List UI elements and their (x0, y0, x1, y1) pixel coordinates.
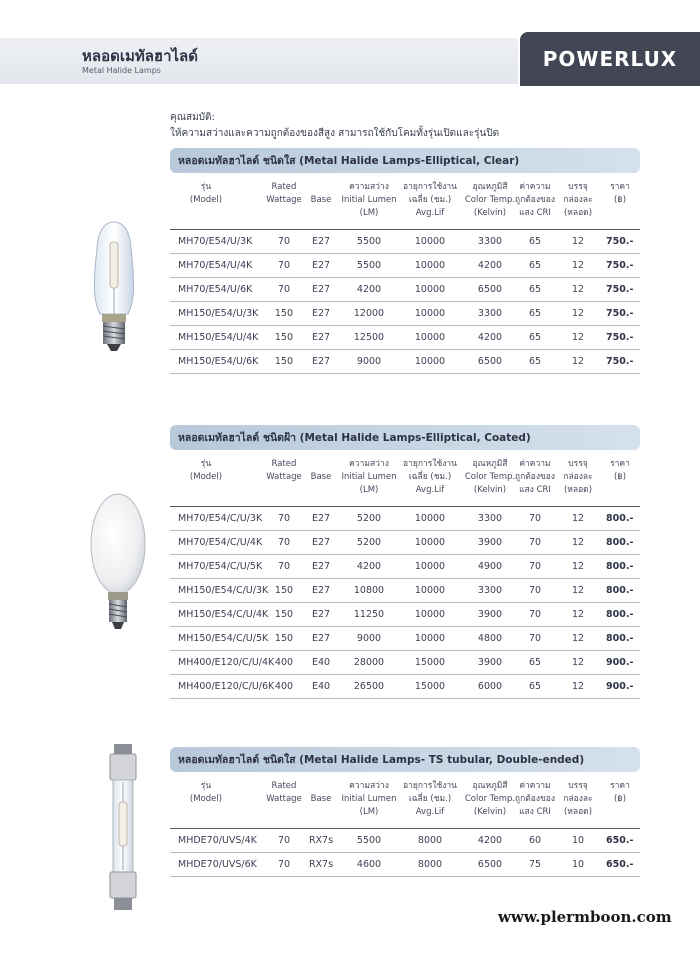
cell-price: 800.- (606, 609, 634, 620)
cell-wattage: 150 (274, 332, 294, 343)
table-row (170, 278, 640, 302)
cell-base: E27 (311, 284, 331, 295)
cell-lumen: 12500 (353, 332, 385, 343)
cell-lumen: 10800 (353, 585, 385, 596)
table-row (170, 555, 640, 579)
cell-model: MH150/E54/C/U/3K (178, 585, 269, 596)
cell-model: MH400/E120/C/U/6K (178, 681, 275, 692)
column-header-model (170, 780, 242, 806)
cell-base: E27 (311, 633, 331, 644)
cell-price: 900.- (606, 657, 634, 668)
cell-color: 6500 (477, 859, 503, 870)
column-header-line: (Kelvin) (473, 807, 507, 817)
cell-color: 3300 (477, 513, 503, 524)
column-header-line: แสง CRI (519, 485, 551, 495)
cell-cri: 60 (528, 835, 542, 846)
cell-life: 10000 (414, 356, 446, 367)
cell-wattage: 70 (277, 513, 291, 524)
column-header-line: (Model) (189, 472, 223, 482)
cell-model: MHDE70/UVS/4K (178, 835, 257, 846)
column-header-model (170, 458, 242, 484)
column-header-line: Color Temp. (464, 794, 516, 804)
column-header-line: รุ่น (200, 459, 212, 469)
table-row (170, 853, 640, 877)
table-row (170, 579, 640, 603)
table-row (170, 302, 640, 326)
table-row (170, 627, 640, 651)
column-header-line: ราคา (610, 459, 630, 469)
column-header-line: Base (310, 794, 332, 804)
column-header-line: บรรจุ (568, 781, 588, 791)
cell-pack: 12 (571, 356, 585, 367)
column-header-pack (558, 458, 598, 497)
cell-life: 8000 (417, 859, 443, 870)
column-header-line: Initial Lumen (341, 195, 397, 205)
cell-lumen: 11250 (353, 609, 385, 620)
table-row (170, 326, 640, 350)
column-header-line: (หลอด) (563, 208, 593, 218)
column-header-base (306, 793, 336, 806)
cell-lumen: 5200 (356, 513, 382, 524)
column-header-base (306, 194, 336, 207)
cell-model: MH400/E120/C/U/4K (178, 657, 275, 668)
cell-price: 900.- (606, 681, 634, 692)
cell-pack: 10 (571, 859, 585, 870)
column-header-line: แสง CRI (519, 208, 551, 218)
column-header-wattage (264, 458, 304, 484)
cell-pack: 10 (571, 835, 585, 846)
cell-cri: 70 (528, 561, 542, 572)
properties-text: ให้ความสว่างและความถูกต้องของสีสูง สามารถใช้กับโคมทั้งรุ่นเปิดและรุ่นปิด (170, 128, 500, 139)
cell-wattage: 70 (277, 236, 291, 247)
cell-life: 10000 (414, 537, 446, 548)
cell-lumen: 5200 (356, 537, 382, 548)
cell-wattage: 400 (274, 657, 294, 668)
cell-lumen: 5500 (356, 236, 382, 247)
cell-model: MH70/E54/C/U/5K (178, 561, 263, 572)
cell-price: 650.- (606, 835, 634, 846)
column-header-line: (฿) (613, 195, 627, 205)
cell-pack: 12 (571, 609, 585, 620)
cell-model: MH70/E54/C/U/4K (178, 537, 263, 548)
column-header-line: อายุการใช้งาน (403, 781, 457, 791)
section-title: หลอดเมทัลฮาไลด์ ชนิดฝ้า (Metal Halide Lamps-Elliptical, Coated) (170, 425, 640, 450)
cell-life: 15000 (414, 657, 446, 668)
cell-price: 750.- (606, 308, 634, 319)
cell-pack: 12 (571, 681, 585, 692)
column-header-color (462, 181, 518, 220)
column-header-line: ถูกต้องของ (514, 195, 556, 205)
cell-model: MH70/E54/U/3K (178, 236, 253, 247)
column-header-line: (LM) (359, 485, 379, 495)
cell-base: RX7s (308, 859, 334, 870)
column-header-line: (Kelvin) (473, 485, 507, 495)
column-header-line: Avg.Lif (415, 208, 445, 218)
website-url: www.plermboon.com (498, 908, 672, 926)
cell-base: E40 (311, 657, 331, 668)
cell-model: MH150/E54/U/3K (178, 308, 259, 319)
cell-life: 10000 (414, 332, 446, 343)
cell-lumen: 28000 (353, 657, 385, 668)
coated-elliptical-section (170, 425, 640, 699)
column-header-line: แสง CRI (519, 807, 551, 817)
column-header-line: เฉลี่ย (ชม.) (408, 472, 452, 482)
cell-base: E27 (311, 561, 331, 572)
column-header-line: (หลอด) (563, 485, 593, 495)
column-header-line: (฿) (613, 472, 627, 482)
column-header-line: อายุการใช้งาน (403, 459, 457, 469)
cell-price: 800.- (606, 633, 634, 644)
cell-wattage: 70 (277, 835, 291, 846)
cell-price: 800.- (606, 585, 634, 596)
cell-color: 4200 (477, 260, 503, 271)
column-header-line: Rated (271, 781, 297, 791)
cell-color: 3900 (477, 657, 503, 668)
cell-model: MH150/E54/C/U/4K (178, 609, 269, 620)
column-header-line: Rated (271, 182, 297, 192)
cell-wattage: 70 (277, 859, 291, 870)
column-header-price (600, 181, 640, 207)
column-header-life (400, 181, 460, 220)
cell-model: MH70/E54/U/4K (178, 260, 253, 271)
cell-wattage: 70 (277, 260, 291, 271)
cell-base: E27 (311, 308, 331, 319)
column-header-line: (หลอด) (563, 807, 593, 817)
column-header-price (600, 780, 640, 806)
column-header-line: Wattage (266, 794, 302, 804)
cell-base: E27 (311, 609, 331, 620)
cell-life: 10000 (414, 308, 446, 319)
cell-color: 3300 (477, 236, 503, 247)
cell-pack: 12 (571, 633, 585, 644)
column-header-line: (Kelvin) (473, 208, 507, 218)
cell-life: 10000 (414, 633, 446, 644)
cell-color: 3300 (477, 308, 503, 319)
column-header-pack (558, 780, 598, 819)
column-header-lumen (340, 458, 398, 497)
table-row (170, 350, 640, 374)
cell-lumen: 5500 (356, 835, 382, 846)
cell-color: 4200 (477, 332, 503, 343)
column-header-lumen (340, 780, 398, 819)
cell-price: 800.- (606, 561, 634, 572)
column-header-line: กล่องละ (563, 195, 593, 205)
column-header-color (462, 780, 518, 819)
column-header-pack (558, 181, 598, 220)
cell-wattage: 70 (277, 284, 291, 295)
column-header-line: กล่องละ (563, 472, 593, 482)
cell-color: 4900 (477, 561, 503, 572)
cell-life: 10000 (414, 236, 446, 247)
cell-lumen: 4200 (356, 284, 382, 295)
cell-base: E40 (311, 681, 331, 692)
cell-color: 6000 (477, 681, 503, 692)
cell-life: 10000 (414, 585, 446, 596)
table-row (170, 651, 640, 675)
cell-color: 4200 (477, 835, 503, 846)
column-header-cri (512, 780, 558, 819)
product-table (170, 828, 640, 877)
cell-cri: 65 (528, 260, 542, 271)
column-header-line: ราคา (610, 182, 630, 192)
cell-lumen: 5500 (356, 260, 382, 271)
column-header-line: ราคา (610, 781, 630, 791)
cell-wattage: 150 (274, 609, 294, 620)
cell-wattage: 70 (277, 537, 291, 548)
column-header-line: Initial Lumen (341, 472, 397, 482)
column-header-line: Color Temp. (464, 472, 516, 482)
properties-label: คุณสมบัติ: (170, 112, 215, 123)
cell-lumen: 12000 (353, 308, 385, 319)
table-row (170, 603, 640, 627)
cell-base: E27 (311, 513, 331, 524)
column-header (170, 772, 640, 828)
column-header-line: ถูกต้องของ (514, 794, 556, 804)
cell-cri: 75 (528, 859, 542, 870)
cell-base: E27 (311, 537, 331, 548)
table-row (170, 829, 640, 853)
cell-cri: 65 (528, 284, 542, 295)
cell-price: 650.- (606, 859, 634, 870)
cell-price: 750.- (606, 260, 634, 271)
cell-base: E27 (311, 585, 331, 596)
cell-wattage: 400 (274, 681, 294, 692)
column-header-line: (฿) (613, 794, 627, 804)
cell-price: 750.- (606, 356, 634, 367)
table-row (170, 675, 640, 699)
column-header-line: อายุการใช้งาน (403, 182, 457, 192)
column-header-line: ความสว่าง (349, 781, 389, 791)
column-header-line: Base (310, 195, 332, 205)
table-row (170, 254, 640, 278)
cell-lumen: 9000 (356, 633, 382, 644)
column-header-line: ค่าความ (519, 781, 551, 791)
column-header-line: ค่าความ (519, 182, 551, 192)
column-header-line: รุ่น (200, 781, 212, 791)
cell-wattage: 150 (274, 585, 294, 596)
cell-cri: 70 (528, 513, 542, 524)
cell-lumen: 4600 (356, 859, 382, 870)
column-header-line: ความสว่าง (349, 459, 389, 469)
cell-life: 10000 (414, 284, 446, 295)
section-title: หลอดเมทัลฮาไลด์ ชนิดใส (Metal Halide Lamps-Elliptical, Clear) (170, 148, 640, 173)
column-header-life (400, 458, 460, 497)
cell-cri: 65 (528, 332, 542, 343)
column-header-line: Avg.Lif (415, 485, 445, 495)
column-header-line: ถูกต้องของ (514, 472, 556, 482)
cell-life: 10000 (414, 513, 446, 524)
column-header-model (170, 181, 242, 207)
cell-price: 800.- (606, 537, 634, 548)
cell-cri: 65 (528, 308, 542, 319)
cell-cri: 70 (528, 585, 542, 596)
column-header-line: Rated (271, 459, 297, 469)
column-header-lumen (340, 181, 398, 220)
column-header-base (306, 471, 336, 484)
cell-base: E27 (311, 236, 331, 247)
cell-cri: 70 (528, 609, 542, 620)
cell-base: E27 (311, 332, 331, 343)
column-header-cri (512, 181, 558, 220)
cell-cri: 70 (528, 633, 542, 644)
column-header-wattage (264, 181, 304, 207)
product-table (170, 229, 640, 374)
cell-color: 3300 (477, 585, 503, 596)
column-header-color (462, 458, 518, 497)
cell-wattage: 150 (274, 308, 294, 319)
cell-pack: 12 (571, 308, 585, 319)
column-header-life (400, 780, 460, 819)
cell-model: MH150/E54/U/4K (178, 332, 259, 343)
table-row (170, 507, 640, 531)
cell-color: 6500 (477, 356, 503, 367)
cell-pack: 12 (571, 585, 585, 596)
cell-model: MHDE70/UVS/6K (178, 859, 257, 870)
section-title: หลอดเมทัลฮาไลด์ ชนิดใส (Metal Halide Lamps- TS tubular, Double-ended) (170, 747, 640, 772)
column-header-line: (LM) (359, 807, 379, 817)
cell-pack: 12 (571, 657, 585, 668)
cell-wattage: 150 (274, 356, 294, 367)
cell-pack: 12 (571, 513, 585, 524)
cell-life: 10000 (414, 609, 446, 620)
column-header-cri (512, 458, 558, 497)
cell-cri: 65 (528, 681, 542, 692)
cell-base: E27 (311, 356, 331, 367)
cell-price: 750.- (606, 236, 634, 247)
header-band (0, 38, 518, 84)
cell-base: RX7s (308, 835, 334, 846)
cell-price: 750.- (606, 284, 634, 295)
column-header-wattage (264, 780, 304, 806)
column-header (170, 173, 640, 229)
brand-logo: POWERLUX (520, 32, 700, 86)
column-header-line: (Model) (189, 195, 223, 205)
double-ended-section (170, 747, 640, 877)
page-title: หลอดเมทัลฮาไลด์ (82, 47, 198, 65)
column-header-line: อุณหภูมิสี (472, 459, 508, 469)
cell-cri: 65 (528, 236, 542, 247)
cell-color: 4800 (477, 633, 503, 644)
column-header-line: ความสว่าง (349, 182, 389, 192)
cell-lumen: 9000 (356, 356, 382, 367)
cell-model: MH150/E54/U/6K (178, 356, 259, 367)
column-header-line: Wattage (266, 195, 302, 205)
coated-elliptical-lamp-image (88, 492, 148, 632)
column-header-line: อุณหภูมิสี (472, 182, 508, 192)
cell-pack: 12 (571, 284, 585, 295)
column-header (170, 450, 640, 506)
table-row (170, 230, 640, 254)
column-header-line: Initial Lumen (341, 794, 397, 804)
page-subtitle: Metal Halide Lamps (82, 66, 161, 75)
cell-cri: 65 (528, 657, 542, 668)
product-table (170, 506, 640, 699)
cell-life: 15000 (414, 681, 446, 692)
cell-lumen: 26500 (353, 681, 385, 692)
table-row (170, 531, 640, 555)
column-header-line: เฉลี่ย (ชม.) (408, 794, 452, 804)
cell-pack: 12 (571, 561, 585, 572)
column-header-price (600, 458, 640, 484)
cell-wattage: 70 (277, 561, 291, 572)
cell-cri: 70 (528, 537, 542, 548)
double-ended-tubular-lamp-image (100, 742, 146, 914)
cell-cri: 65 (528, 356, 542, 367)
clear-elliptical-lamp-image (84, 218, 144, 354)
cell-base: E27 (311, 260, 331, 271)
column-header-line: กล่องละ (563, 794, 593, 804)
column-header-line: อุณหภูมิสี (472, 781, 508, 791)
cell-model: MH70/E54/U/6K (178, 284, 253, 295)
cell-lumen: 4200 (356, 561, 382, 572)
column-header-line: Avg.Lif (415, 807, 445, 817)
cell-pack: 12 (571, 260, 585, 271)
cell-color: 6500 (477, 284, 503, 295)
cell-life: 10000 (414, 260, 446, 271)
cell-color: 3900 (477, 609, 503, 620)
column-header-line: Wattage (266, 472, 302, 482)
cell-pack: 12 (571, 236, 585, 247)
column-header-line: (Model) (189, 794, 223, 804)
column-header-line: (LM) (359, 208, 379, 218)
column-header-line: Base (310, 472, 332, 482)
column-header-line: รุ่น (200, 182, 212, 192)
column-header-line: ค่าความ (519, 459, 551, 469)
cell-pack: 12 (571, 332, 585, 343)
cell-wattage: 150 (274, 633, 294, 644)
cell-price: 750.- (606, 332, 634, 343)
clear-elliptical-section (170, 148, 640, 374)
column-header-line: Color Temp. (464, 195, 516, 205)
column-header-line: บรรจุ (568, 182, 588, 192)
cell-life: 10000 (414, 561, 446, 572)
cell-pack: 12 (571, 537, 585, 548)
cell-model: MH70/E54/C/U/3K (178, 513, 263, 524)
cell-life: 8000 (417, 835, 443, 846)
cell-model: MH150/E54/C/U/5K (178, 633, 269, 644)
column-header-line: เฉลี่ย (ชม.) (408, 195, 452, 205)
cell-price: 800.- (606, 513, 634, 524)
column-header-line: บรรจุ (568, 459, 588, 469)
cell-color: 3900 (477, 537, 503, 548)
